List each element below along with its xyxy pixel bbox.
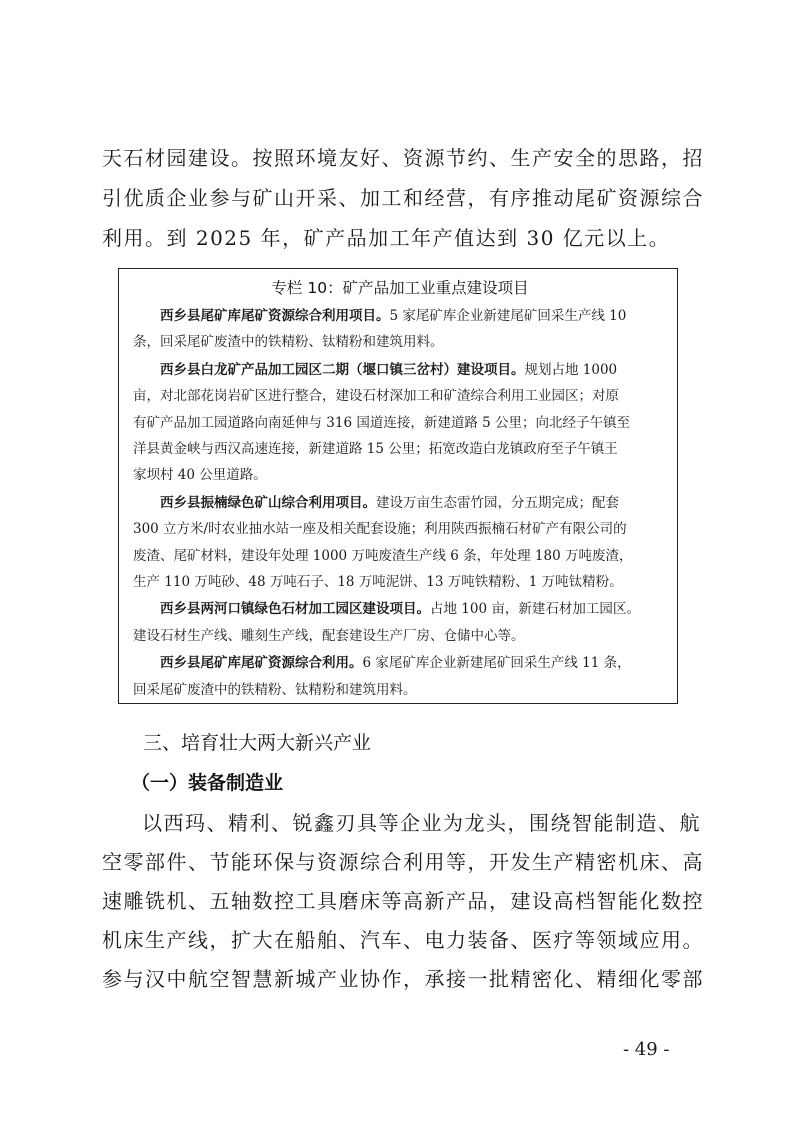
text-line: 利用。到 2025 年，矿产品加工年产值达到 30 亿元以上。 [102, 226, 671, 250]
project-entry [133, 650, 667, 703]
project-name: 西乡县尾矿库尾矿资源综合利用项目。 [160, 308, 390, 324]
text-line: 亩，对北部花岗岩矿区进行整合，建设石材深加工和矿渣综合利用工业园区；对原 [133, 388, 619, 405]
text-line: 速雕铣机、五轴数控工具磨床等高新产品，建设高档智能化数控 [102, 889, 704, 913]
text-line: 机床生产线，扩大在船舶、汽车、电力装备、医疗等领域应用。 [102, 928, 704, 952]
page-number: - 49 - [623, 1039, 670, 1060]
text-line [133, 303, 667, 329]
text-line: 有矿产品加工园道路向南延伸与 316 国道连接，新建道路 5 公里；向北经子午镇至 [133, 414, 631, 431]
text-line [133, 490, 667, 516]
subsection-heading: （一）装备制造业 [131, 772, 284, 794]
text-line: 家坝村 40 公里道路。 [133, 467, 267, 484]
project-entry [133, 490, 667, 596]
text-line: 天石材园建设。按照环境友好、资源节约、生产安全的思路，招 [102, 146, 704, 170]
text-line: 空零部件、节能环保与资源综合利用等，开发生产精密机床、高 [102, 850, 704, 874]
project-name: 西乡县振楠绿色矿山综合利用项目。 [160, 494, 376, 511]
project-name: 西乡县白龙矿产品加工园区二期（堰口镇三岔村）建设项目。 [160, 361, 525, 378]
text-line [133, 596, 667, 622]
project-entry [133, 303, 667, 356]
project-text: 建设万亩生态雷竹园，分五期完成；配套 [376, 494, 619, 511]
project-text: 规划占地 1000 [524, 361, 618, 378]
intro-paragraph [102, 138, 704, 258]
project-entry [133, 357, 667, 489]
text-line: 废渣、尾矿材料，建设年处理 1000 万吨废渣生产线 6 条，年处理 180 万吨废渣， [133, 547, 633, 564]
text-line [133, 357, 667, 383]
text-line [133, 650, 667, 676]
project-name: 西乡县两河口镇绿色石材加工园区建设项目。 [160, 601, 430, 618]
text-line: 300 立方米/时农业抽水站一座及相关配套设施；利用陕西振楠石材矿产有限公司的 [133, 521, 627, 538]
text-line: 条，回采尾矿废渣中的铁精粉、钛精粉和建筑用料。 [133, 334, 444, 351]
text-line: 生产 110 万吨砂、48 万吨石子、18 万吨泥饼、13 万吨铁精粉、1 万吨钛精粉。 [133, 574, 623, 591]
project-text: 占地 100 亩，新建石材加工园区。 [430, 601, 640, 618]
text-line: 参与汉中航空智慧新城产业协作，承接一批精密化、精细化零部 [102, 967, 704, 991]
text-line: 引优质企业参与矿山开采、加工和经营，有序推动尾矿资源综合 [102, 186, 704, 210]
project-text: 6 家尾矿库企业新建尾矿回采生产线 11 条， [362, 655, 631, 672]
column-box-title: 专栏 10：矿产品加工业重点建设项目 [271, 279, 529, 297]
project-entry [133, 596, 667, 649]
project-name: 西乡县尾矿库尾矿资源综合利用。 [160, 655, 363, 672]
text-line: 建设石材生产线、雕刻生产线，配套建设生产厂房、仓储中心等。 [133, 627, 525, 644]
text-line: 洋县黄金峡与西汉高速连接，新建道路 15 公里；拓宽改造白龙镇政府至子午镇王 [133, 441, 618, 458]
project-text: 5 家尾矿库企业新建尾矿回采生产线 10 [389, 308, 627, 324]
section-paragraph [102, 804, 704, 999]
column-box [118, 268, 678, 704]
section-heading: 三、培育壮大两大新兴产业 [143, 732, 372, 754]
text-line: 回采尾矿废渣中的铁精粉、钛精粉和建筑用料。 [133, 681, 417, 698]
text-line: 以西玛、精利、锐鑫刃具等企业为龙头，围绕智能制造、航 [142, 811, 701, 835]
